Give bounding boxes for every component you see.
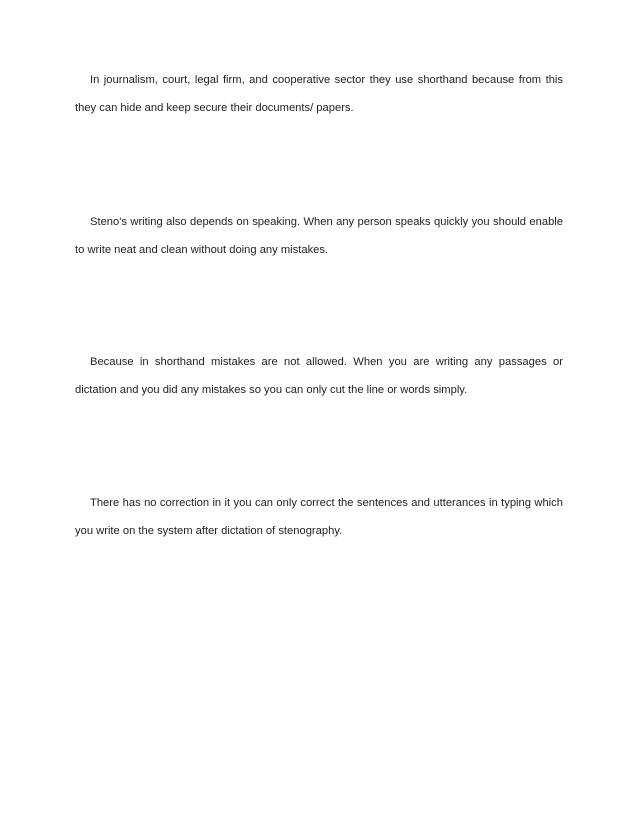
paragraph-shorthand-usage: In journalism, court, legal firm, and cooperative sector they use shorthand because from this they can hide and keep secure their documents/ papers.: [75, 74, 563, 114]
paragraph-no-correction: There has no correction in it you can only correct the sentences and utterances in typing which you write on the system after dictation of stenography.: [75, 497, 563, 537]
paragraph-mistakes-not-allowed: Because in shorthand mistakes are not allowed. When you are writing any passages or dictation and you did any mistakes so you can only cut the line or words simply.: [75, 356, 563, 396]
paragraph-steno-speaking: Steno's writing also depends on speaking. When any person speaks quickly you should enable to write neat and clean without doing any mistakes.: [75, 216, 563, 256]
